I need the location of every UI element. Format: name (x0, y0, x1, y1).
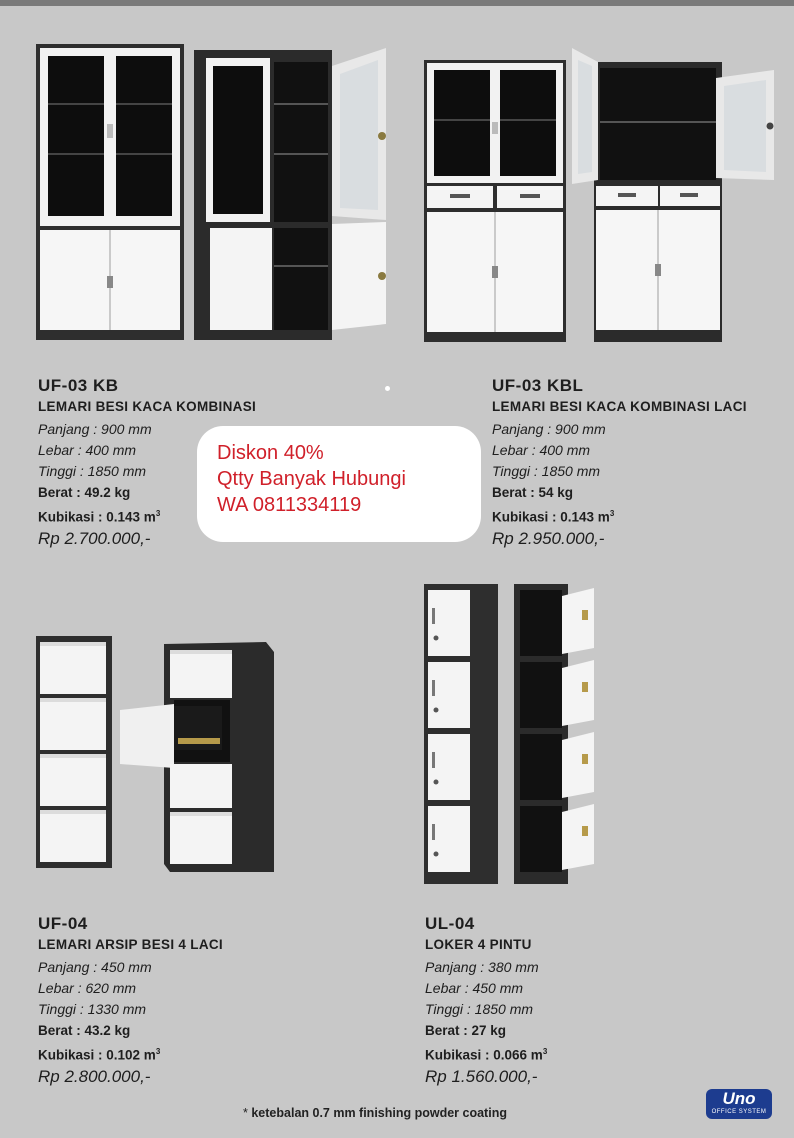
spec-panjang: Panjang : 900 mm (38, 421, 152, 437)
spec-panjang: Panjang : 380 mm (425, 959, 539, 975)
logo-brand: Uno (722, 1089, 756, 1108)
spec-lebar: Lebar : 620 mm (38, 980, 137, 996)
product-name: LEMARI BESI KACA KOMBINASI LACI (492, 399, 747, 414)
decorative-dot (385, 386, 390, 391)
spec-kubikasi (425, 1041, 547, 1066)
spec-tinggi: Tinggi : 1850 mm (38, 463, 147, 479)
product-name: LOKER 4 PINTU (425, 937, 532, 952)
spec-lebar: Lebar : 400 mm (38, 442, 137, 458)
spec-tinggi: Tinggi : 1330 mm (38, 1001, 147, 1017)
spec-tinggi: Tinggi : 1850 mm (492, 463, 601, 479)
spec-tinggi: Tinggi : 1850 mm (425, 1001, 534, 1017)
spec-kubikasi (492, 503, 747, 528)
spec-kubikasi-unit-sup: 3 (609, 509, 615, 518)
product-uf03kbl-specs (492, 375, 747, 549)
product-code: UF-04 (38, 914, 88, 933)
product-uf04-specs (38, 913, 223, 1087)
uf03kbl-open-cabinet-image (570, 48, 778, 342)
ul04-closed-locker-image (424, 584, 498, 884)
product-code: UF-03 KB (38, 376, 119, 395)
product-price: Rp 1.560.000,- (425, 1066, 538, 1086)
product-name: LEMARI BESI KACA KOMBINASI (38, 399, 257, 414)
top-border (0, 0, 794, 6)
spec-berat: Berat : 54 kg (492, 485, 574, 500)
promo-whatsapp-contact[interactable]: WA 0811334119 (217, 494, 362, 516)
spec-berat: Berat : 49.2 kg (38, 485, 131, 500)
promo-quantity-note: Qtty Banyak Hubungi (217, 468, 406, 490)
product-price: Rp 2.800.000,- (38, 1066, 151, 1086)
promo-box (197, 426, 481, 542)
spec-kubikasi-value: Kubikasi : 0.143 m (492, 509, 610, 525)
spec-kubikasi-unit-sup: 3 (155, 509, 161, 518)
uf03kb-open-cabinet-image (194, 44, 390, 340)
spec-kubikasi-value: Kubikasi : 0.143 m (38, 509, 156, 525)
spec-kubikasi-value: Kubikasi : 0.102 m (38, 1047, 156, 1063)
footnote-text: ketebalan 0.7 mm finishing powder coating (251, 1106, 507, 1120)
spec-panjang: Panjang : 450 mm (38, 959, 152, 975)
product-name: LEMARI ARSIP BESI 4 LACI (38, 937, 223, 952)
product-code: UL-04 (425, 914, 475, 933)
spec-panjang: Panjang : 900 mm (492, 421, 606, 437)
uf03kbl-closed-cabinet-image (424, 60, 566, 342)
product-ul04-specs (425, 913, 547, 1087)
uno-logo (706, 1089, 772, 1119)
product-price: Rp 2.700.000,- (38, 528, 151, 548)
uf04-open-filing-cabinet-image (118, 640, 278, 876)
uf03kb-closed-cabinet-image (36, 44, 184, 340)
uf04-closed-filing-cabinet-image (36, 636, 112, 872)
spec-berat: Berat : 27 kg (425, 1023, 507, 1038)
spec-berat: Berat : 43.2 kg (38, 1023, 131, 1038)
spec-kubikasi-value: Kubikasi : 0.066 m (425, 1047, 543, 1063)
spec-kubikasi-unit-sup: 3 (155, 1047, 161, 1056)
product-code: UF-03 KBL (492, 376, 584, 395)
product-price: Rp 2.950.000,- (492, 528, 605, 548)
logo-tagline: OFFICE SYSTEM (711, 1109, 767, 1115)
spec-kubikasi (38, 1041, 223, 1066)
footnote (243, 1106, 507, 1120)
promo-discount: Diskon 40% (217, 442, 324, 464)
footnote-star: * (243, 1106, 248, 1120)
spec-kubikasi-unit-sup: 3 (542, 1047, 548, 1056)
spec-lebar: Lebar : 450 mm (425, 980, 524, 996)
ul04-open-locker-image (514, 584, 598, 888)
spec-lebar: Lebar : 400 mm (492, 442, 591, 458)
